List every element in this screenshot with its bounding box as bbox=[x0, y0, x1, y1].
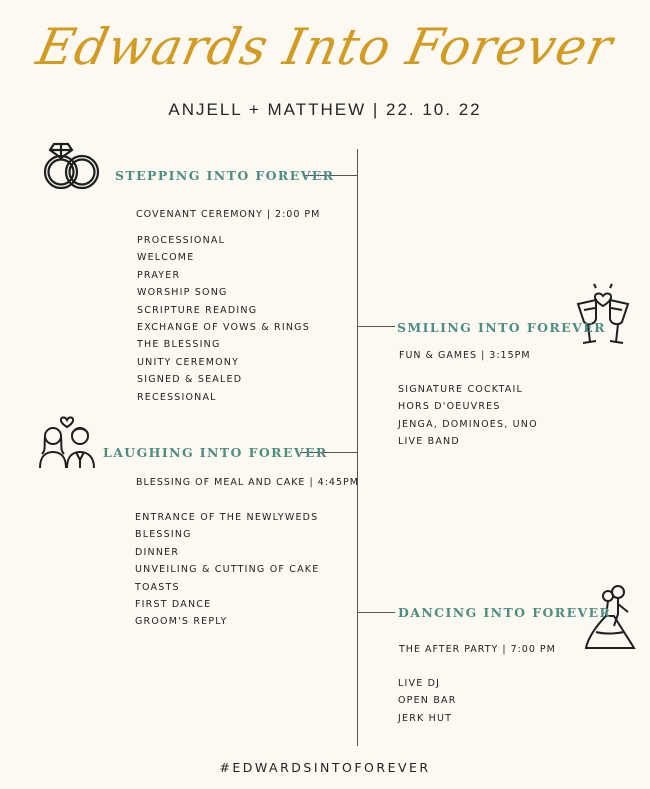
list-item: WELCOME bbox=[137, 252, 195, 264]
section-subtitle-dancing: THE AFTER PARTY | 7:00 PM bbox=[399, 644, 556, 655]
list-item: HORS D'OEUVRES bbox=[398, 401, 501, 413]
timeline-line bbox=[357, 149, 358, 746]
connector-dancing bbox=[357, 612, 395, 613]
section-title-smiling: SMILING INTO FOREVER bbox=[397, 320, 606, 335]
wedding-rings-icon bbox=[40, 140, 104, 192]
list-laughing bbox=[135, 509, 319, 631]
hashtag-footer: #EDWARDSINTOFOREVER bbox=[219, 760, 431, 775]
list-item: JENGA, DOMINOES, UNO bbox=[398, 418, 538, 430]
list-item: WORSHIP SONG bbox=[137, 287, 228, 299]
section-title-dancing: DANCING INTO FOREVER bbox=[398, 605, 612, 620]
list-item: TOASTS bbox=[135, 581, 180, 593]
list-item: UNITY CEREMONY bbox=[137, 356, 240, 368]
connector-smiling bbox=[357, 326, 395, 327]
list-item: THE BLESSING bbox=[137, 339, 221, 351]
list-item: SIGNATURE COCKTAIL bbox=[398, 384, 523, 395]
list-stepping bbox=[137, 232, 310, 406]
list-item: PRAYER bbox=[137, 269, 181, 281]
list-item: OPEN BAR bbox=[398, 695, 457, 707]
couple-icon bbox=[36, 410, 98, 470]
list-smiling bbox=[398, 381, 538, 451]
list-item: BLESSING bbox=[135, 529, 192, 541]
section-title-stepping: STEPPING INTO FOREVER bbox=[115, 168, 335, 183]
section-subtitle-stepping: COVENANT CEREMONY | 2:00 PM bbox=[136, 209, 321, 220]
list-item: RECESSIONAL bbox=[137, 391, 217, 403]
list-item: LIVE BAND bbox=[398, 436, 460, 448]
list-item: SCRIPTURE READING bbox=[137, 304, 258, 316]
list-item: SIGNED & SEALED bbox=[137, 374, 243, 386]
section-subtitle-smiling: FUN & GAMES | 3:15PM bbox=[399, 350, 531, 361]
couple-date-subtitle: ANJELL + MATTHEW | 22. 10. 22 bbox=[168, 100, 482, 119]
list-item: ENTRANCE OF THE NEWLYWEDS bbox=[135, 512, 319, 523]
list-item: GROOM'S REPLY bbox=[135, 616, 228, 628]
list-item: PROCESSIONAL bbox=[137, 235, 226, 246]
section-subtitle-laughing: BLESSING OF MEAL AND CAKE | 4:45PM bbox=[136, 477, 359, 488]
list-item: DINNER bbox=[135, 546, 180, 558]
champagne-toast-icon bbox=[572, 282, 634, 350]
list-item: FIRST DANCE bbox=[135, 599, 212, 611]
script-title: Edwards Into Forever bbox=[31, 18, 619, 76]
list-item: EXCHANGE OF VOWS & RINGS bbox=[137, 322, 310, 334]
section-title-laughing: LAUGHING INTO FOREVER bbox=[103, 445, 328, 460]
list-item: LIVE DJ bbox=[398, 678, 441, 689]
list-item: UNVEILING & CUTTING OF CAKE bbox=[135, 564, 320, 576]
list-item: JERK HUT bbox=[398, 712, 453, 724]
list-dancing bbox=[398, 675, 457, 727]
